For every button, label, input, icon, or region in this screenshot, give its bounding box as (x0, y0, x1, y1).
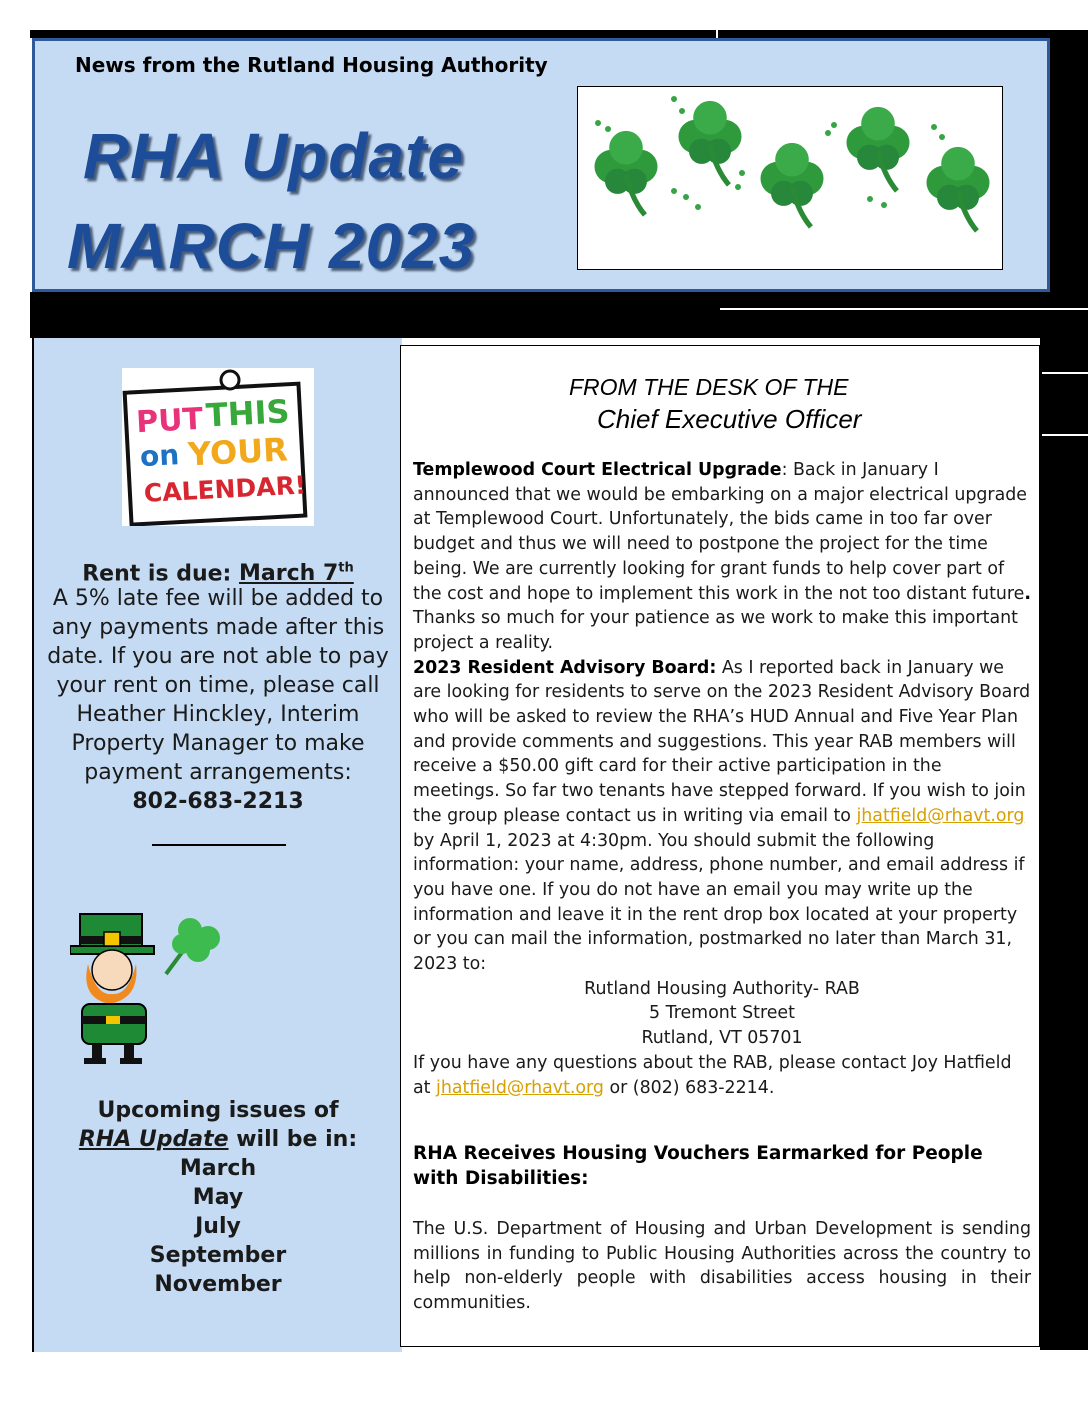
svg-text:on: on (139, 438, 181, 474)
leprechaun-image (70, 908, 220, 1070)
email-link[interactable]: jhatfield@rhavt.org (856, 805, 1025, 826)
upcoming-month: March (179, 1156, 257, 1181)
upcoming-suffix: will be in: (236, 1127, 358, 1152)
rent-late-fee-notice (34, 584, 402, 816)
upcoming-month: July (195, 1214, 241, 1239)
frame-top-band (30, 30, 716, 38)
calendar-note-icon (122, 368, 314, 526)
upcoming-prefix: Upcoming issues of (97, 1098, 339, 1123)
upcoming-month: November (154, 1272, 282, 1297)
upcoming-pub-line (34, 1125, 402, 1154)
svg-text:CALENDAR!: CALENDAR! (143, 470, 307, 508)
email-link-2[interactable]: jhatfield@rhavt.org (436, 1077, 604, 1098)
shamrock-banner (577, 86, 1003, 270)
rent-due-date (239, 561, 354, 586)
ceo-letter-body (413, 458, 1031, 1100)
rent-phone-number: 802-683-2213 (132, 789, 304, 814)
newsletter-header (32, 38, 1050, 292)
templewood-heading: Templewood Court Electrical Upgrade (413, 460, 782, 480)
desk-heading-line-2: Chief Executive Officer (597, 404, 862, 434)
rent-body-text: A 5% late fee will be added to any payments made after this date. If you are not able to pay your rent on time, please call Heather Hinckley, Interim Property Manager to make payment arrangements: (47, 586, 389, 785)
sidebar-divider (152, 844, 286, 846)
rab-body-2: by April 1, 2023 at 4:30pm. You should submit the following information: your name, address, phone number, and email address if you have one. If you do not have an email you may write up the information and leave it in the rent drop box located at your property or you can mail the information, postmarked no later than March 31, 2023 to: (413, 830, 1025, 975)
frame-line (1042, 434, 1088, 436)
shamrock-icon (578, 87, 1002, 269)
title-line-2: MARCH 2023 (67, 210, 476, 282)
frame-line (1042, 372, 1088, 374)
upcoming-month: September (149, 1243, 287, 1268)
ceo-desk-column (400, 345, 1040, 1347)
templewood-closing: Thanks so much for your patience as we work to make this important project a reality. (413, 608, 1018, 653)
rab-questions-text: If you have any questions about the RAB, please contact Joy Hatfield at (413, 1052, 1012, 1098)
upcoming-pub-name: RHA Update (78, 1127, 229, 1152)
rab-questions-phone: or (802) 683-2214. (603, 1077, 775, 1098)
upcoming-issues (34, 1096, 402, 1299)
rab-body: As I reported back in January we are looking for residents to serve on the 2023 Resident Advisory Board who will be asked to review the RHA’s HUD Annual and Five Year Plan and provide comments and suggestions. This year RAB members will receive a $50.00 gift card for their active participation in the meetings. So far two tenants have stepped forward. If you wish to join the group please contact us in writing via email to (413, 657, 1031, 826)
news-line: News from the Rutland Housing Authority (75, 53, 548, 77)
title-line-1: RHA Update (83, 120, 464, 192)
upcoming-month: May (192, 1185, 244, 1210)
rent-date-suffix: th (338, 561, 354, 576)
desk-heading-line-1: FROM THE DESK OF THE (569, 374, 849, 400)
hud-vouchers-body: The U.S. Department of Housing and Urban Development is sending millions in funding to Public Housing Authorities across the country to help non-elderly people with disabilities access housing in their communities. (413, 1219, 1031, 1314)
rent-due-label: Rent is due: (82, 561, 232, 587)
address-line-3: Rutland, VT 05701 (641, 1028, 803, 1049)
svg-text:THIS: THIS (204, 392, 291, 435)
frame-line (720, 308, 1088, 310)
svg-text:PUT: PUT (135, 401, 204, 441)
calendar-reminder-image (122, 368, 314, 526)
templewood-body: : Back in January I announced that we would be embarking on a major electrical upgrade at Templewood Court. Unfortunately, the bids came in too far over budget and thus we will need to postpone the project for the time being. We are currently looking for grant funds to help cover part of the cost and hope to implement this work in the not too distant future (413, 460, 1027, 604)
rent-date-text: March 7 (239, 561, 339, 587)
hud-vouchers-heading: RHA Receives Housing Vouchers Earmarked for People with Disabilities: (413, 1143, 983, 1189)
rab-heading: 2023 Resident Advisory Board: (413, 657, 717, 678)
frame-right-column (1040, 338, 1088, 1350)
address-line-1: Rutland Housing Authority- RAB (584, 978, 860, 999)
sidebar (32, 338, 402, 1352)
address-line-2: 5 Tremont Street (649, 1003, 795, 1024)
frame-header-bottom-band (30, 292, 1088, 338)
leprechaun-icon (70, 908, 220, 1070)
templewood-period: . (1024, 583, 1031, 604)
svg-text:YOUR: YOUR (186, 430, 289, 474)
